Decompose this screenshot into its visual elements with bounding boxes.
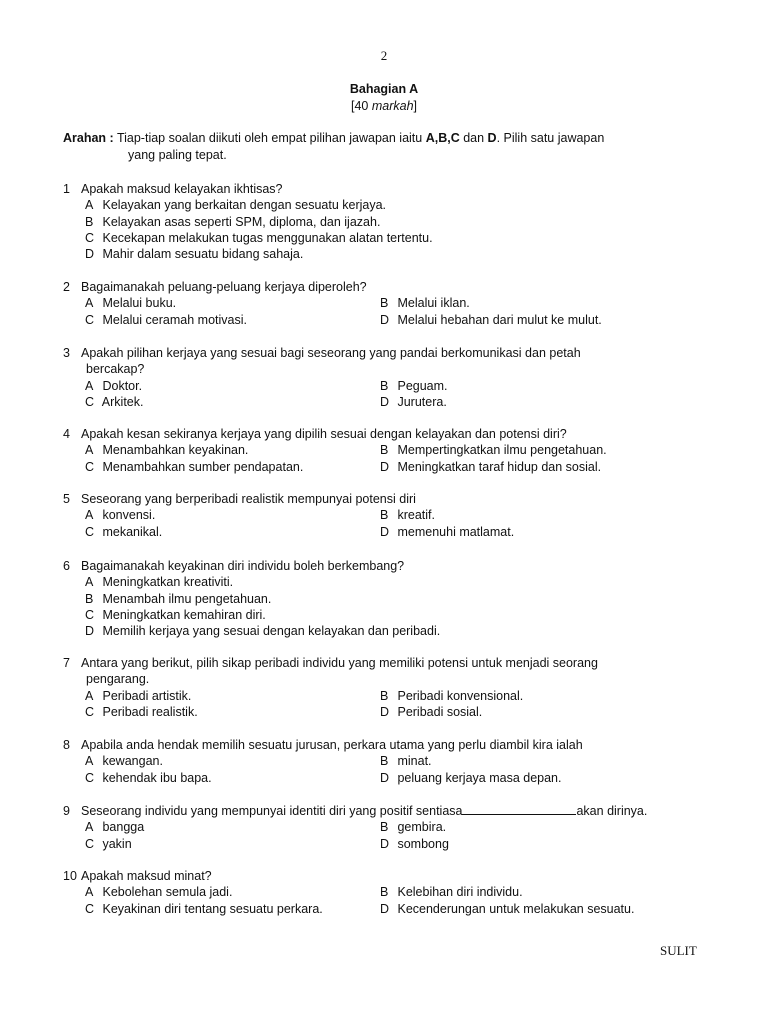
question-7: 7 Antara yang berikut, pilih sikap peribadi individu yang memiliki potensi untuk menjadi seorang pengarang. A Peribadi artistik. B Peribadi konvensional. C Peribadi realistik. D Peribadi sosial. [63, 655, 723, 720]
option-d: D Jurutera. [380, 394, 447, 409]
option-b: B Menambah ilmu pengetahuan. [85, 591, 272, 606]
page-number: 2 [380, 48, 388, 63]
option-d: D Peribadi sosial. [380, 704, 483, 719]
option-a: A bangga [85, 820, 145, 835]
option-b: B kreatif. [380, 508, 435, 523]
option-d: D peluang kerjaya masa depan. [380, 770, 562, 785]
question-3-stem-cont: bercakap? [86, 362, 145, 377]
option-b: B Peribadi konvensional. [380, 688, 524, 703]
option-d: D Kecenderungan untuk melakukan sesuatu. [380, 901, 635, 916]
option-c: C Kecekapan melakukan tugas menggunakan alatan tertentu. [85, 230, 433, 245]
option-b: B minat. [380, 754, 432, 769]
option-c: C Meningkatkan kemahiran diri. [85, 607, 266, 622]
option-b: B Kelebihan diri individu. [380, 885, 523, 900]
option-c: C mekanikal. [85, 524, 163, 539]
question-6: 6 Bagaimanakah keyakinan diri individu boleh berkembang? A Meningkatkan kreativiti. B Menambah ilmu pengetahuan. C Meningkatkan kemahiran diri. D Memilih kerjaya yang sesuai dengan kelayakan dan peribadi. [63, 558, 723, 639]
option-a: A konvensi. [85, 508, 156, 523]
option-b: B Melalui iklan. [380, 296, 470, 311]
option-c: C Arkitek. [85, 394, 144, 409]
section-marks: [40 markah] [350, 99, 418, 113]
option-b: B Kelayakan asas seperti SPM, diploma, dan ijazah. [85, 214, 381, 229]
option-c: C Melalui ceramah motivasi. [85, 312, 247, 327]
question-1: 1 Apakah maksud kelayakan ikhtisas? A Kelayakan yang berkaitan dengan sesuatu kerjaya. B Kelayakan asas seperti SPM, diploma, dan ijazah. C Kecekapan melakukan tugas menggunakan alatan tertentu. D Mahir dalam sesuatu bidang sahaja. [63, 181, 723, 262]
option-d: D Meningkatkan taraf hidup dan sosial. [380, 459, 602, 474]
option-b: B gembira. [380, 820, 447, 835]
question-7-stem-cont: pengarang. [86, 672, 150, 687]
option-b: B Peguam. [380, 378, 448, 393]
option-d: D Melalui hebahan dari mulut ke mulut. [380, 312, 602, 327]
option-c: C yakin [85, 836, 132, 851]
option-c: C Keyakinan diri tentang sesuatu perkara. [85, 901, 323, 916]
option-a: A Kelayakan yang berkaitan dengan sesuatu kerjaya. [85, 198, 387, 213]
answer-blank [462, 803, 576, 815]
option-a: A Kebolehan semula jadi. [85, 885, 233, 900]
instructions: Arahan : Tiap-tiap soalan diikuti oleh empat pilihan jawapan iaitu A,B,C dan D. Pilih satu jawapan yang paling tepat. [63, 131, 605, 162]
option-a: A kewangan. [85, 754, 163, 769]
question-9: 9 Seseorang individu yang mempunyai identiti diri yang positif sentiasa akan dirinya. A bangga B gembira. C yakin D sombong [63, 803, 723, 852]
option-a: A Menambahkan keyakinan. [85, 443, 249, 458]
option-a: A Meningkatkan kreativiti. [85, 575, 234, 590]
option-a: A Melalui buku. [85, 296, 177, 311]
option-c: C Menambahkan sumber pendapatan. [85, 459, 304, 474]
question-10: 10 Apakah maksud minat? A Kebolehan semula jadi. B Kelebihan diri individu. C Keyakinan diri tentang sesuatu perkara. D Kecenderungan untuk melakukan sesuatu. [63, 868, 723, 917]
question-4: 4 Apakah kesan sekiranya kerjaya yang dipilih sesuai dengan kelayakan dan potensi diri? A Menambahkan keyakinan. B Mempertingkatkan ilmu pengetahuan. C Menambahkan sumber pendapatan. D Meningkatkan taraf hidup dan sosial. [63, 426, 723, 475]
question-3: 3 Apakah pilihan kerjaya yang sesuai bagi seseorang yang pandai berkomunikasi dan petah bercakap? A Doktor. B Peguam. C Arkitek. D Jurutera. [63, 345, 723, 410]
option-c: C Peribadi realistik. [85, 704, 198, 719]
question-5: 5 Seseorang yang berperibadi realistik mempunyai potensi diri A konvensi. B kreatif. C mekanikal. D memenuhi matlamat. [63, 491, 723, 540]
option-c: C kehendak ibu bapa. [85, 770, 212, 785]
option-d: D Mahir dalam sesuatu bidang sahaja. [85, 247, 304, 262]
option-d: D memenuhi matlamat. [380, 524, 515, 539]
option-a: A Peribadi artistik. [85, 688, 192, 703]
option-a: A Doktor. [85, 378, 143, 393]
footer-label: SULIT [660, 943, 697, 958]
question-2: 2 Bagaimanakah peluang-peluang kerjaya diperoleh? A Melalui buku. B Melalui iklan. C Melalui ceramah motivasi. D Melalui hebahan dari mulut ke mulut. [63, 279, 723, 328]
section-title: Bahagian A [349, 82, 419, 96]
option-d: D sombong [380, 836, 449, 851]
option-b: B Mempertingkatkan ilmu pengetahuan. [380, 443, 607, 458]
question-8: 8 Apabila anda hendak memilih sesuatu jurusan, perkara utama yang perlu diambil kira ialah A kewangan. B minat. C kehendak ibu bapa. D peluang kerjaya masa depan. [63, 737, 723, 786]
option-d: D Memilih kerjaya yang sesuai dengan kelayakan dan peribadi. [85, 624, 441, 639]
